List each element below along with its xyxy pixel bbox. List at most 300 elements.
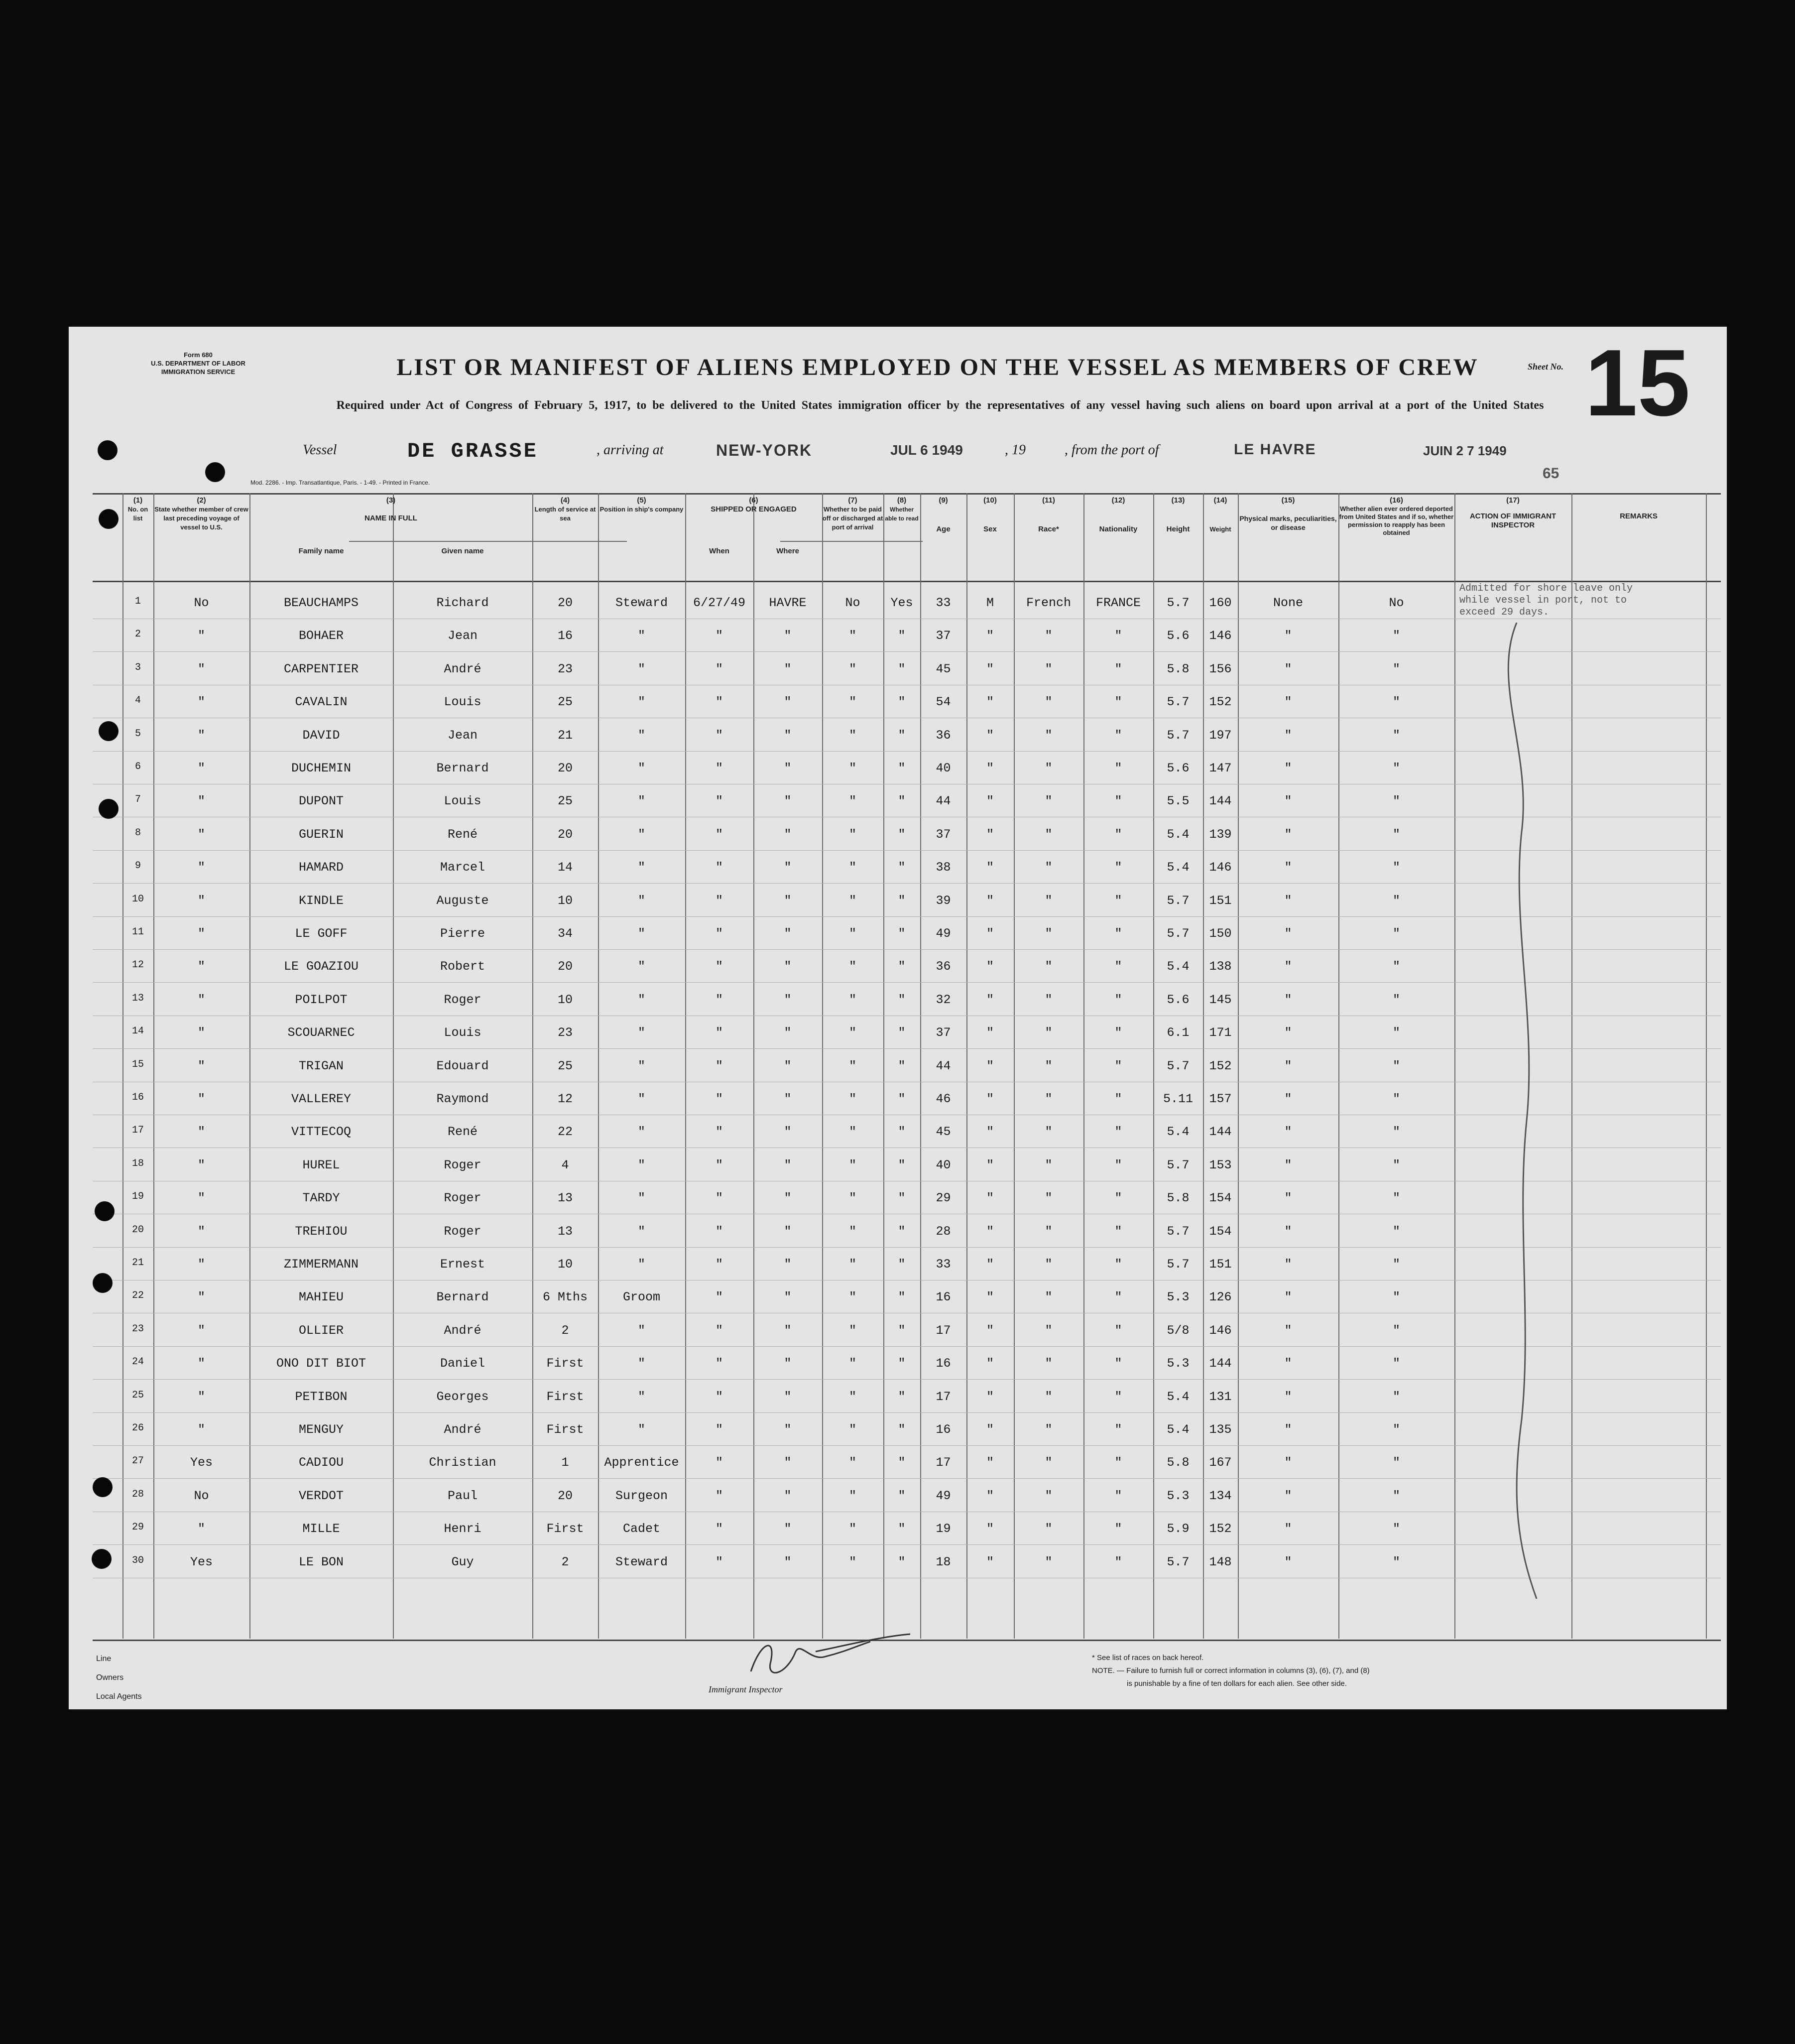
cell-shipped-where: " — [784, 1290, 792, 1305]
cell-height: 5.11 — [1163, 1092, 1193, 1106]
cell-given-name: Edouard — [436, 1058, 489, 1073]
cell-weight: 144 — [1209, 1356, 1232, 1371]
cell-paid-off: " — [848, 1125, 856, 1140]
cell-row-number: 28 — [131, 1488, 144, 1500]
page-subtitle: Required under Act of Congress of February 5, 1917, to be delivered to the United States immigration officer by the representatives of any vessel having such aliens on board upon arrival at a port of the United States — [336, 399, 1544, 412]
cell-age: 49 — [936, 926, 951, 941]
header-col-3: (3) NAME IN FULL — [364, 496, 417, 522]
cell-prev-voyage: " — [197, 1191, 205, 1206]
cell-shipped-where: " — [784, 661, 792, 676]
cell-service-length: 10 — [557, 1257, 573, 1272]
cell-service-length: First — [546, 1389, 584, 1404]
cell-nationality: " — [1114, 761, 1122, 775]
cell-sex: " — [986, 926, 994, 941]
cell-race: " — [1045, 629, 1053, 643]
cell-service-length: 1 — [561, 1455, 569, 1470]
cell-family-name: VERDOT — [298, 1488, 344, 1503]
footer-agents-label: Local Agents — [96, 1692, 142, 1701]
cell-physical-marks: " — [1284, 1025, 1292, 1040]
cell-given-name: Roger — [444, 1191, 481, 1206]
cell-race: " — [1045, 1025, 1053, 1040]
cell-row-number: 10 — [131, 893, 144, 905]
cell-height: 5.5 — [1167, 794, 1190, 809]
cell-shipped-where: " — [784, 1455, 792, 1470]
cell-service-length: 14 — [557, 860, 573, 875]
header-col-16: (16) Whether alien ever ordered deported from United States and if so, whether permission to reapply has been obtained — [1339, 496, 1454, 536]
cell-service-length: 10 — [557, 893, 573, 908]
cell-row-number: 9 — [134, 860, 141, 872]
cell-able-to-read: " — [898, 992, 906, 1007]
cell-row-number: 2 — [134, 629, 141, 640]
cell-row-number: 6 — [134, 761, 141, 772]
cell-sex: " — [986, 1224, 994, 1239]
cell-shipped-when: " — [715, 1191, 723, 1206]
cell-paid-off: No — [845, 596, 860, 610]
header-col-7: (7) Whether to be paid off or discharged at port of arrival — [822, 496, 883, 531]
cell-age: 17 — [936, 1323, 951, 1338]
cell-position: Steward — [615, 1554, 668, 1569]
cell-height: 5.7 — [1167, 1058, 1190, 1073]
cell-height: 5.8 — [1167, 1455, 1190, 1470]
cell-position: " — [637, 959, 645, 974]
cell-age: 36 — [936, 959, 951, 974]
cell-given-name: Daniel — [440, 1356, 485, 1371]
cell-prev-voyage: " — [197, 1125, 205, 1140]
cell-able-to-read: " — [898, 1389, 906, 1404]
cell-given-name: Bernard — [436, 1290, 489, 1305]
cell-sex: " — [986, 1422, 994, 1437]
cell-position: " — [637, 661, 645, 676]
cell-position: " — [637, 629, 645, 643]
cell-family-name: TARDY — [302, 1191, 340, 1206]
cell-service-length: 2 — [561, 1323, 569, 1338]
cell-paid-off: " — [848, 1422, 856, 1437]
punch-hole — [93, 1477, 113, 1497]
cell-shipped-when: " — [715, 629, 723, 643]
cell-nationality: " — [1114, 1356, 1122, 1371]
cell-age: 38 — [936, 860, 951, 875]
sheet-number: 15 — [1585, 330, 1690, 436]
cell-age: 16 — [936, 1422, 951, 1437]
shipped-subheader-border — [780, 541, 923, 542]
cell-shipped-when: " — [715, 827, 723, 842]
cell-nationality: " — [1114, 1290, 1122, 1305]
cell-physical-marks: " — [1284, 1092, 1292, 1106]
cell-physical-marks: None — [1273, 596, 1303, 610]
cell-able-to-read: " — [898, 860, 906, 875]
cell-able-to-read: " — [898, 1191, 906, 1206]
cell-shipped-when: " — [715, 1290, 723, 1305]
cell-shipped-where: " — [784, 1522, 792, 1536]
cell-deported: " — [1392, 1157, 1400, 1172]
cell-family-name: KINDLE — [298, 893, 344, 908]
cell-position: " — [637, 1092, 645, 1106]
cell-deported: " — [1392, 1191, 1400, 1206]
cell-deported: No — [1389, 596, 1404, 610]
cell-position: " — [637, 1257, 645, 1272]
cell-height: 5.7 — [1167, 1224, 1190, 1239]
cell-race: " — [1045, 1058, 1053, 1073]
cell-physical-marks: " — [1284, 893, 1292, 908]
cell-age: 37 — [936, 1025, 951, 1040]
from-port-label: , from the port of — [1065, 442, 1159, 458]
cell-race: " — [1045, 1157, 1053, 1172]
stamp-number: 65 — [1543, 465, 1559, 482]
cell-weight: 154 — [1209, 1224, 1232, 1239]
cell-deported: " — [1392, 827, 1400, 842]
cell-shipped-when: " — [715, 695, 723, 710]
cell-given-name: André — [444, 1323, 481, 1338]
punch-hole — [99, 799, 119, 819]
cell-nationality: " — [1114, 1522, 1122, 1536]
cell-height: 5.4 — [1167, 827, 1190, 842]
cell-age: 32 — [936, 992, 951, 1007]
cell-weight: 134 — [1209, 1488, 1232, 1503]
inspector-signature — [741, 1632, 920, 1686]
header-remarks: REMARKS — [1620, 512, 1658, 520]
cell-race: French — [1026, 596, 1071, 610]
cell-sex: " — [986, 1554, 994, 1569]
punch-hole — [205, 462, 225, 482]
cell-position: " — [637, 827, 645, 842]
cell-service-length: 20 — [557, 596, 573, 610]
cell-deported: " — [1392, 1058, 1400, 1073]
cell-deported: " — [1392, 1257, 1400, 1272]
cell-shipped-when: " — [715, 728, 723, 743]
cell-sex: " — [986, 1025, 994, 1040]
cell-paid-off: " — [848, 1157, 856, 1172]
cell-paid-off: " — [848, 1224, 856, 1239]
cell-age: 49 — [936, 1488, 951, 1503]
cell-row-number: 15 — [131, 1058, 144, 1070]
header-col-1: (1) No. on list — [127, 496, 148, 522]
cell-row-number: 27 — [131, 1455, 144, 1467]
cell-shipped-where: " — [784, 926, 792, 941]
cell-position: " — [637, 860, 645, 875]
cell-service-length: 20 — [557, 827, 573, 842]
cell-paid-off: " — [848, 860, 856, 875]
cell-age: 33 — [936, 1257, 951, 1272]
cell-physical-marks: " — [1284, 959, 1292, 974]
cell-sex: " — [986, 794, 994, 809]
cell-nationality: " — [1114, 728, 1122, 743]
header-col-8: (8) Whether able to read — [885, 496, 919, 522]
cell-sex: " — [986, 893, 994, 908]
cell-family-name: DAVID — [302, 728, 340, 743]
cell-physical-marks: " — [1284, 661, 1292, 676]
arrival-date: JUL 6 1949 — [890, 442, 963, 458]
cell-weight: 150 — [1209, 926, 1232, 941]
cell-paid-off: " — [848, 629, 856, 643]
cell-age: 45 — [936, 661, 951, 676]
cell-family-name: BEAUCHAMPS — [283, 596, 359, 610]
cell-race: " — [1045, 1257, 1053, 1272]
header-where: Where — [776, 547, 799, 555]
cell-sex: " — [986, 761, 994, 775]
cell-nationality: " — [1114, 1455, 1122, 1470]
cell-given-name: Robert — [440, 959, 485, 974]
cell-paid-off: " — [848, 794, 856, 809]
cell-paid-off: " — [848, 992, 856, 1007]
cell-paid-off: " — [848, 1058, 856, 1073]
cell-shipped-when: " — [715, 1323, 723, 1338]
cell-shipped-where: " — [784, 1058, 792, 1073]
cell-weight: 146 — [1209, 1323, 1232, 1338]
cell-weight: 138 — [1209, 959, 1232, 974]
cell-row-number: 29 — [131, 1522, 144, 1533]
cell-height: 5.3 — [1167, 1290, 1190, 1305]
cell-age: 54 — [936, 695, 951, 710]
cell-family-name: MENGUY — [298, 1422, 344, 1437]
cell-physical-marks: " — [1284, 1125, 1292, 1140]
cell-weight: 151 — [1209, 893, 1232, 908]
cell-height: 5.7 — [1167, 893, 1190, 908]
cell-service-length: 16 — [557, 629, 573, 643]
cell-physical-marks: " — [1284, 695, 1292, 710]
cell-physical-marks: " — [1284, 1257, 1292, 1272]
cell-physical-marks: " — [1284, 1455, 1292, 1470]
cell-family-name: MAHIEU — [298, 1290, 344, 1305]
cell-family-name: VITTECOQ — [291, 1125, 352, 1140]
cell-shipped-when: " — [715, 1257, 723, 1272]
cell-shipped-when: " — [715, 661, 723, 676]
cell-service-length: 2 — [561, 1554, 569, 1569]
cell-deported: " — [1392, 1455, 1400, 1470]
cell-shipped-where: " — [784, 794, 792, 809]
cell-physical-marks: " — [1284, 860, 1292, 875]
cell-paid-off: " — [848, 1554, 856, 1569]
cell-height: 5.7 — [1167, 728, 1190, 743]
cell-able-to-read: " — [898, 827, 906, 842]
cell-given-name: Jean — [447, 629, 478, 643]
cell-weight: 152 — [1209, 1058, 1232, 1073]
punch-hole — [99, 721, 119, 741]
cell-paid-off: " — [848, 761, 856, 775]
cell-position: Steward — [615, 596, 668, 610]
cell-shipped-when: " — [715, 1389, 723, 1404]
cell-row-number: 14 — [131, 1025, 144, 1037]
cell-height: 5.7 — [1167, 596, 1190, 610]
cell-shipped-where: " — [784, 1488, 792, 1503]
cell-weight: 171 — [1209, 1025, 1232, 1040]
cell-service-length: 6 Mths — [542, 1290, 588, 1305]
cell-shipped-where: " — [784, 1191, 792, 1206]
cell-prev-voyage: " — [197, 661, 205, 676]
header-col-9: (9) Age — [936, 496, 951, 533]
cell-service-length: 21 — [557, 728, 573, 743]
cell-shipped-where: " — [784, 629, 792, 643]
cell-sex: " — [986, 827, 994, 842]
cell-prev-voyage: " — [197, 827, 205, 842]
cell-physical-marks: " — [1284, 926, 1292, 941]
cell-given-name: Louis — [444, 1025, 481, 1040]
punch-hole — [92, 1549, 112, 1569]
cell-row-number: 25 — [131, 1389, 144, 1401]
cell-age: 46 — [936, 1092, 951, 1106]
arrival-port: NEW-YORK — [716, 441, 813, 459]
cell-physical-marks: " — [1284, 1422, 1292, 1437]
cell-position: " — [637, 728, 645, 743]
cell-weight: 146 — [1209, 629, 1232, 643]
cell-race: " — [1045, 1389, 1053, 1404]
cell-nationality: " — [1114, 1157, 1122, 1172]
cell-age: 39 — [936, 893, 951, 908]
cell-able-to-read: " — [898, 761, 906, 775]
cell-height: 5.7 — [1167, 1257, 1190, 1272]
cell-height: 5.3 — [1167, 1356, 1190, 1371]
cell-age: 29 — [936, 1191, 951, 1206]
cell-deported: " — [1392, 761, 1400, 775]
sheet-label: Sheet No. — [1528, 362, 1563, 372]
cell-nationality: " — [1114, 1058, 1122, 1073]
cell-weight: 126 — [1209, 1290, 1232, 1305]
cell-height: 5.6 — [1167, 629, 1190, 643]
cell-row-number: 1 — [134, 596, 141, 607]
cell-shipped-when: " — [715, 1554, 723, 1569]
cell-position: " — [637, 1224, 645, 1239]
cell-deported: " — [1392, 1389, 1400, 1404]
cell-shipped-when: 6/27/49 — [693, 596, 746, 610]
cell-able-to-read: " — [898, 728, 906, 743]
cell-deported: " — [1392, 794, 1400, 809]
cell-sex: " — [986, 1323, 994, 1338]
cell-paid-off: " — [848, 661, 856, 676]
cell-service-length: 34 — [557, 926, 573, 941]
cell-shipped-where: " — [784, 1092, 792, 1106]
inspector-label: Immigrant Inspector — [709, 1684, 783, 1694]
cell-height: 5.6 — [1167, 761, 1190, 775]
cell-height: 5.7 — [1167, 695, 1190, 710]
cell-able-to-read: " — [898, 1356, 906, 1371]
cell-shipped-where: " — [784, 992, 792, 1007]
cell-shipped-where: " — [784, 728, 792, 743]
cell-age: 33 — [936, 596, 951, 610]
cell-race: " — [1045, 1323, 1053, 1338]
cell-race: " — [1045, 1125, 1053, 1140]
cell-race: " — [1045, 1554, 1053, 1569]
cell-shipped-when: " — [715, 794, 723, 809]
cell-shipped-where: " — [784, 959, 792, 974]
cell-shipped-where: " — [784, 695, 792, 710]
cell-age: 36 — [936, 728, 951, 743]
cell-prev-voyage: " — [197, 1257, 205, 1272]
cell-weight: 156 — [1209, 661, 1232, 676]
cell-family-name: ONO DIT BIOT — [276, 1356, 366, 1371]
arriving-label: , arriving at — [597, 442, 664, 458]
cell-weight: 148 — [1209, 1554, 1232, 1569]
cell-row-number: 26 — [131, 1422, 144, 1434]
cell-shipped-when: " — [715, 1157, 723, 1172]
cell-given-name: Marcel — [440, 860, 485, 875]
cell-prev-voyage: Yes — [190, 1455, 213, 1470]
cell-able-to-read: " — [898, 1323, 906, 1338]
cell-age: 40 — [936, 1157, 951, 1172]
cell-prev-voyage: " — [197, 860, 205, 875]
cell-position: Surgeon — [615, 1488, 668, 1503]
cell-able-to-read: " — [898, 1224, 906, 1239]
cell-given-name: Roger — [444, 992, 481, 1007]
cell-nationality: " — [1114, 1257, 1122, 1272]
cell-physical-marks: " — [1284, 1356, 1292, 1371]
cell-able-to-read: " — [898, 1488, 906, 1503]
cell-height: 6.1 — [1167, 1025, 1190, 1040]
cell-sex: " — [986, 860, 994, 875]
cell-shipped-where: " — [784, 1224, 792, 1239]
cell-nationality: " — [1114, 959, 1122, 974]
cell-shipped-where: " — [784, 761, 792, 775]
cell-height: 5.4 — [1167, 959, 1190, 974]
cell-paid-off: " — [848, 1488, 856, 1503]
cell-deported: " — [1392, 959, 1400, 974]
cell-race: " — [1045, 761, 1053, 775]
cell-race: " — [1045, 1356, 1053, 1371]
cell-service-length: First — [546, 1522, 584, 1536]
header-col-15: (15) Physical marks, peculiarities, or disease — [1239, 496, 1337, 531]
cell-sex: " — [986, 959, 994, 974]
cell-shipped-when: " — [715, 926, 723, 941]
cell-weight: 131 — [1209, 1389, 1232, 1404]
cell-prev-voyage: No — [194, 596, 209, 610]
cell-given-name: Jean — [447, 728, 478, 743]
cell-family-name: VALLEREY — [291, 1092, 352, 1106]
cell-given-name: Henri — [444, 1522, 481, 1536]
cell-shipped-where: " — [784, 1422, 792, 1437]
cell-height: 5.6 — [1167, 992, 1190, 1007]
cell-nationality: " — [1114, 1025, 1122, 1040]
cell-height: 5.3 — [1167, 1488, 1190, 1503]
cell-shipped-when: " — [715, 1488, 723, 1503]
cell-service-length: 22 — [557, 1125, 573, 1140]
cell-weight: 152 — [1209, 695, 1232, 710]
cell-row-number: 12 — [131, 959, 144, 971]
cell-shipped-when: " — [715, 860, 723, 875]
cell-deported: " — [1392, 629, 1400, 643]
cell-prev-voyage: No — [194, 1488, 209, 1503]
cell-shipped-where: " — [784, 1389, 792, 1404]
cell-row-number: 4 — [134, 695, 141, 707]
cell-able-to-read: " — [898, 629, 906, 643]
cell-height: 5.4 — [1167, 860, 1190, 875]
printer-imprint: Mod. 2286. - Imp. Transatlantique, Paris. - 1-49. - Printed in France. — [250, 479, 430, 486]
cell-shipped-when: " — [715, 893, 723, 908]
departure-date-stamp: JUIN 2 7 1949 — [1423, 443, 1507, 458]
punch-hole — [95, 1201, 115, 1221]
cell-weight: 146 — [1209, 860, 1232, 875]
cell-prev-voyage: " — [197, 728, 205, 743]
cell-service-length: First — [546, 1422, 584, 1437]
cell-given-name: Richard — [436, 596, 489, 610]
department-name: U.S. DEPARTMENT OF LABOR — [151, 360, 245, 367]
cell-age: 17 — [936, 1455, 951, 1470]
cell-height: 5.4 — [1167, 1389, 1190, 1404]
header-col-10: (10) Sex — [983, 496, 997, 533]
footer-note-penalty-cont: is punishable by a fine of ten dollars for each alien. See other side. — [1127, 1679, 1347, 1688]
cell-sex: " — [986, 1092, 994, 1106]
cell-position: " — [637, 1125, 645, 1140]
cell-given-name: André — [444, 661, 481, 676]
cell-physical-marks: " — [1284, 1389, 1292, 1404]
cell-position: " — [637, 1157, 645, 1172]
cell-nationality: " — [1114, 1224, 1122, 1239]
cell-position: " — [637, 992, 645, 1007]
cell-age: 44 — [936, 794, 951, 809]
cell-sex: " — [986, 1157, 994, 1172]
cell-age: 37 — [936, 827, 951, 842]
cell-prev-voyage: " — [197, 695, 205, 710]
cell-age: 17 — [936, 1389, 951, 1404]
cell-physical-marks: " — [1284, 992, 1292, 1007]
cell-shipped-when: " — [715, 1125, 723, 1140]
